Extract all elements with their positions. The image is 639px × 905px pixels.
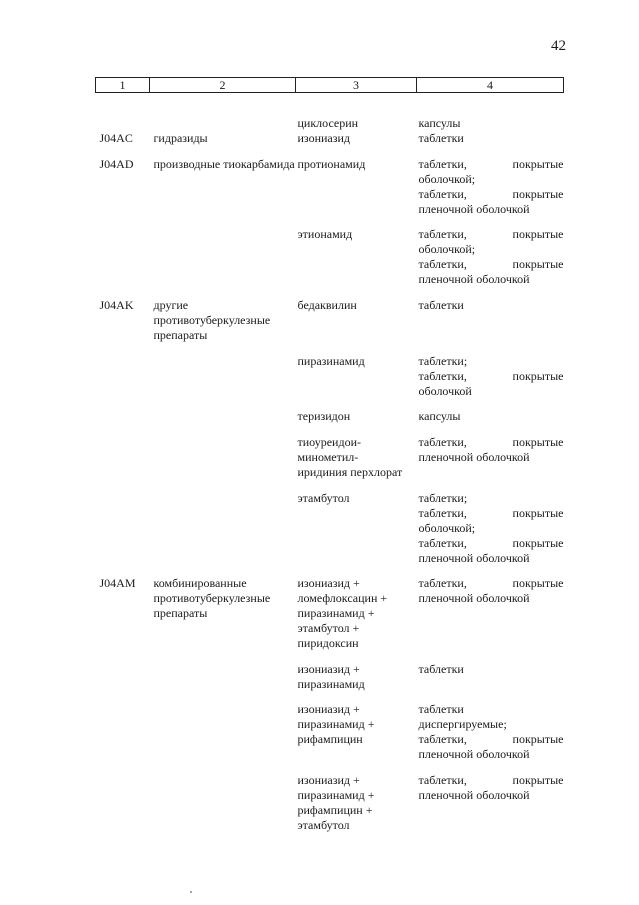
dosage-form-line — [419, 435, 564, 450]
dosage-form-line — [419, 732, 564, 747]
dosage-form-word: покрытые — [512, 369, 564, 383]
dosage-form-word: таблетки — [418, 702, 464, 716]
drug-name — [296, 702, 417, 773]
drug-name-line: пиридоксин — [297, 636, 359, 650]
table-row — [96, 298, 564, 354]
dosage-form-line — [419, 172, 564, 187]
table-row — [96, 702, 564, 773]
drug-name — [296, 298, 417, 354]
atc-code: J04AK — [99, 298, 134, 312]
dosage-form-line — [419, 491, 564, 506]
dosage-form-word: пленочной оболочкой — [418, 450, 530, 464]
dosage-form-word: покрытые — [512, 187, 564, 201]
drug-name-line: минометил- — [297, 450, 359, 464]
drug-name — [296, 227, 417, 298]
dosage-form-word: таблетки, — [418, 773, 467, 787]
dosage-form — [417, 576, 564, 662]
dosage-form-line — [419, 157, 564, 172]
dosage-form-word: пленочной оболочкой — [418, 747, 530, 761]
table-row — [96, 773, 564, 843]
dosage-form-word: таблетки — [418, 131, 464, 145]
drug-name-line: этионамид — [297, 227, 353, 241]
drug-name — [296, 409, 417, 435]
dosage-form — [417, 491, 564, 576]
pharmacological-group: гидразиды — [153, 131, 208, 145]
dosage-form — [417, 93, 564, 132]
dosage-form — [417, 409, 564, 435]
scan-speck — [190, 891, 192, 893]
dosage-form-line — [419, 242, 564, 257]
dosage-form-line — [419, 576, 564, 591]
drug-name-line: теризидон — [297, 409, 351, 423]
dosage-form-word: покрытые — [512, 257, 564, 271]
dosage-form-word: таблетки, — [418, 187, 467, 201]
dosage-form-line — [419, 354, 564, 369]
dosage-form-word: пленочной оболочкой — [418, 591, 530, 605]
dosage-form-line — [419, 747, 564, 762]
dosage-form — [417, 702, 564, 773]
atc-code: J04AM — [99, 576, 136, 590]
pharmacological-group — [150, 435, 296, 491]
dosage-form-word: таблетки; — [418, 491, 468, 505]
dosage-form-word: пленочной оболочкой — [418, 202, 530, 216]
dosage-form-word: таблетки, — [418, 369, 467, 383]
dosage-form-word: диспергируемые; — [418, 717, 507, 731]
column-number-header — [96, 78, 564, 93]
drug-name-line: изониазид + — [297, 662, 360, 676]
atc-code — [96, 354, 150, 409]
dosage-form-line — [419, 788, 564, 803]
dosage-form-word: пленочной оболочкой — [418, 272, 530, 286]
table-row — [96, 227, 564, 298]
dosage-form-line — [419, 450, 564, 465]
dosage-form-line — [419, 717, 564, 732]
dosage-form-line — [419, 702, 564, 717]
dosage-form-line — [419, 521, 564, 536]
pharmacological-group — [150, 227, 296, 298]
dosage-form-word: таблетки, — [418, 157, 467, 171]
drug-name-line: пиразинамид + — [297, 606, 375, 620]
dosage-form-line — [419, 257, 564, 272]
table-row — [96, 157, 564, 227]
drug-name-line: этамбутол — [297, 491, 350, 505]
drug-name — [296, 435, 417, 491]
pharmacological-group — [150, 409, 296, 435]
drug-name-line: пиразинамид — [297, 677, 365, 691]
atc-code — [96, 702, 150, 773]
header-col-3: 3 — [296, 78, 417, 93]
dosage-form-line — [419, 384, 564, 399]
drug-name — [296, 93, 417, 132]
drug-name-line: иридиния перхлорат — [297, 465, 403, 479]
dosage-form — [417, 435, 564, 491]
drug-name — [296, 773, 417, 843]
dosage-form-line — [419, 409, 564, 424]
table-row — [96, 576, 564, 662]
atc-code — [96, 435, 150, 491]
drug-name-line: изониазид + — [297, 576, 360, 590]
dosage-form — [417, 227, 564, 298]
dosage-form — [417, 354, 564, 409]
table-row — [96, 354, 564, 409]
dosage-form-word: таблетки; — [418, 354, 468, 368]
drug-name-line: этамбутол + — [297, 621, 360, 635]
drug-name-line: пиразинамид + — [297, 788, 375, 802]
atc-code — [96, 93, 150, 132]
dosage-form-word: покрытые — [512, 157, 564, 171]
dosage-form-word: покрытые — [512, 435, 564, 449]
page-number: 42 — [551, 38, 566, 54]
drug-name — [296, 662, 417, 702]
pharmacological-group — [150, 491, 296, 576]
dosage-form-word: таблетки, — [418, 435, 467, 449]
dosage-form — [417, 662, 564, 702]
dosage-form-line — [419, 506, 564, 521]
dosage-form — [417, 131, 564, 157]
table-body — [96, 93, 564, 844]
dosage-form-line — [419, 187, 564, 202]
drug-name-line: циклосерин — [297, 116, 359, 130]
dosage-form-line — [419, 773, 564, 788]
pharmacological-group — [150, 354, 296, 409]
dosage-form-word: таблетки, — [418, 576, 467, 590]
dosage-form-line — [419, 369, 564, 384]
header-col-2: 2 — [150, 78, 296, 93]
drug-name — [296, 576, 417, 662]
dosage-form-line — [419, 116, 564, 131]
table-row — [96, 435, 564, 491]
atc-code: J04AD — [99, 157, 134, 171]
dosage-form — [417, 298, 564, 354]
drug-name — [296, 157, 417, 227]
dosage-form-word: оболочкой — [418, 384, 472, 398]
dosage-form-word: покрытые — [512, 506, 564, 520]
table-row — [96, 131, 564, 157]
drug-name-line: изониазид + — [297, 702, 360, 716]
dosage-form-word: покрытые — [512, 576, 564, 590]
drug-name — [296, 131, 417, 157]
dosage-form-word: покрытые — [512, 536, 564, 550]
dosage-form — [417, 157, 564, 227]
drug-name-line: бедаквилин — [297, 298, 357, 312]
dosage-form-word: таблетки, — [418, 506, 467, 520]
drug-name — [296, 491, 417, 576]
atc-code: J04AC — [99, 131, 133, 145]
pharmacological-group — [150, 702, 296, 773]
dosage-form — [417, 773, 564, 843]
drug-name-line: рифампицин — [297, 732, 363, 746]
drug-name-line: тиоуреидои- — [297, 435, 361, 449]
dosage-form-line — [419, 298, 564, 313]
dosage-form-line — [419, 536, 564, 551]
dosage-form-line — [419, 272, 564, 287]
drug-name-line: пиразинамид + — [297, 717, 375, 731]
dosage-form-line — [419, 227, 564, 242]
atc-code — [96, 409, 150, 435]
pharmacological-group: другие противотуберкулезные препараты — [153, 298, 271, 342]
dosage-form-word: таблетки, — [418, 732, 467, 746]
dosage-form-line — [419, 202, 564, 217]
dosage-form-word: таблетки — [418, 298, 464, 312]
atc-code — [96, 227, 150, 298]
table-row — [96, 93, 564, 132]
table-row — [96, 662, 564, 702]
dosage-form-word: оболочкой; — [418, 242, 476, 256]
dosage-form-word: таблетки, — [418, 227, 467, 241]
dosage-form-word: покрытые — [512, 773, 564, 787]
pharmacological-group — [150, 93, 296, 132]
dosage-form-word: пленочной оболочкой — [418, 788, 530, 802]
drug-name-line: рифампицин + — [297, 803, 373, 817]
pharmacological-group — [150, 773, 296, 843]
dosage-form-word: оболочкой; — [418, 172, 476, 186]
atc-code — [96, 662, 150, 702]
header-col-4: 4 — [417, 78, 564, 93]
dosage-form-word: капсулы — [418, 116, 461, 130]
dosage-form-word: таблетки — [418, 662, 464, 676]
dosage-form-word: пленочной оболочкой — [418, 551, 530, 565]
drug-table — [95, 77, 564, 843]
dosage-form-word: таблетки, — [418, 536, 467, 550]
table-row — [96, 491, 564, 576]
dosage-form-word: покрытые — [512, 227, 564, 241]
dosage-form-line — [419, 591, 564, 606]
dosage-form-line — [419, 551, 564, 566]
dosage-form-line — [419, 131, 564, 146]
dosage-form-word: капсулы — [418, 409, 461, 423]
table-row — [96, 409, 564, 435]
atc-code — [96, 773, 150, 843]
drug-name-line: этамбутол — [297, 818, 350, 832]
drug-name-line: ломефлоксацин + — [297, 591, 388, 605]
pharmacological-group: комбинированные противотуберкулезные препараты — [153, 576, 271, 620]
pharmacological-group: производные тиокарбамида — [153, 157, 295, 171]
drug-name-line: пиразинамид — [297, 354, 365, 368]
pharmacological-group — [150, 662, 296, 702]
atc-code — [96, 491, 150, 576]
drug-name-line: изониазид — [297, 131, 351, 145]
drug-name-line: изониазид + — [297, 773, 360, 787]
header-col-1: 1 — [96, 78, 150, 93]
dosage-form-word: таблетки, — [418, 257, 467, 271]
drug-name-line: протионамид — [297, 157, 366, 171]
dosage-form-line — [419, 662, 564, 677]
drug-name — [296, 354, 417, 409]
dosage-form-word: покрытые — [512, 732, 564, 746]
dosage-form-word: оболочкой; — [418, 521, 476, 535]
